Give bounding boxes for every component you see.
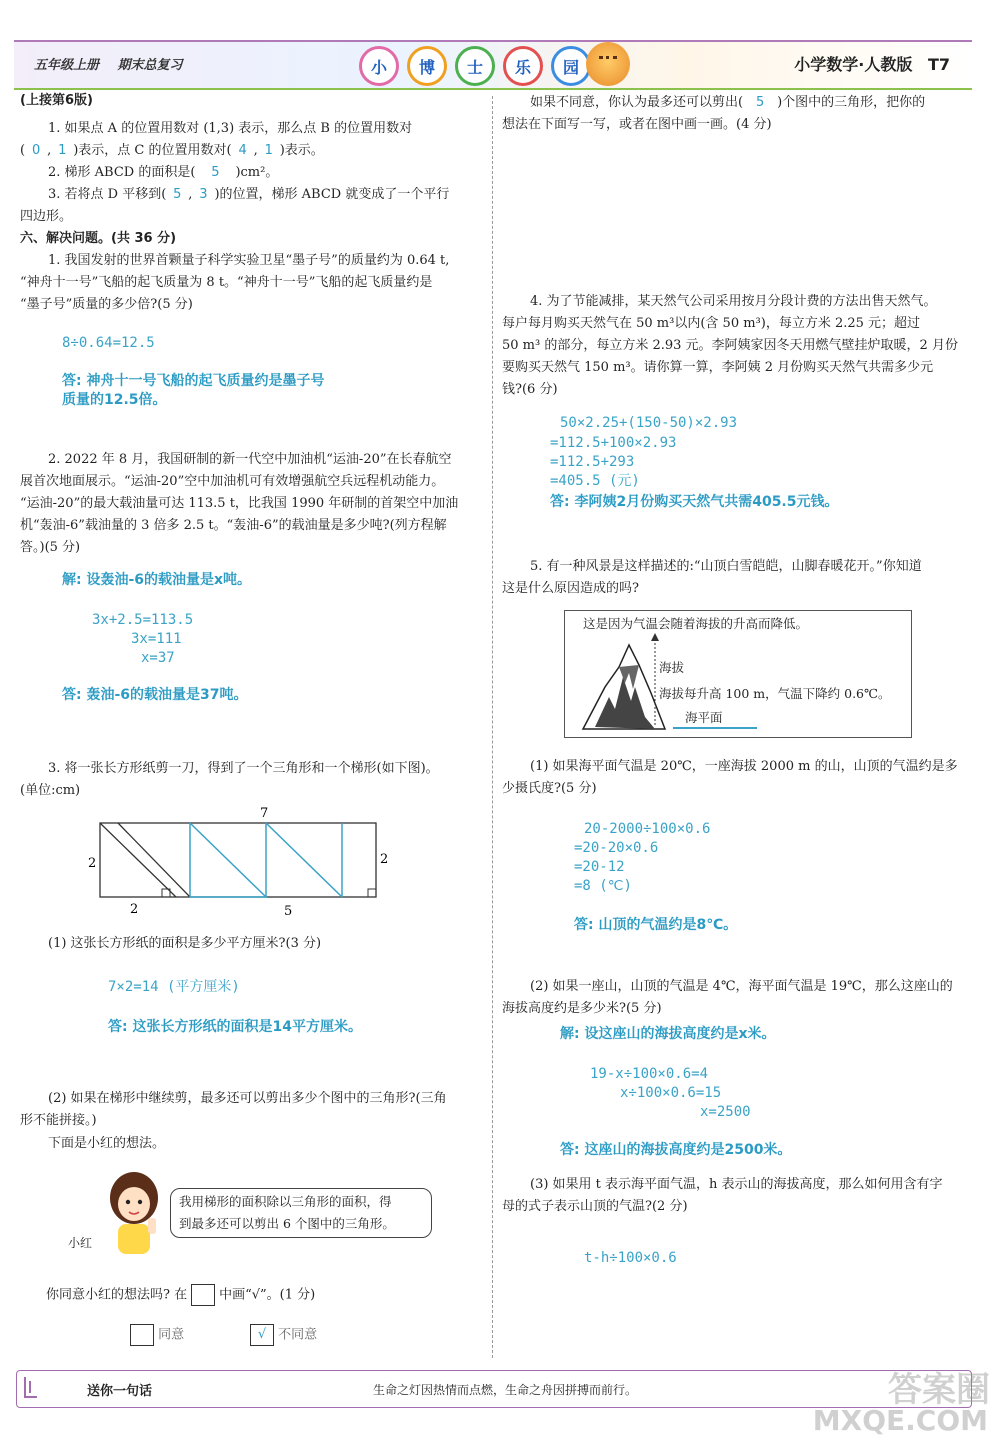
answer-blank: 3 — [199, 187, 208, 202]
watermark-logo: 答案圈 — [888, 1370, 990, 1410]
disagree-checkbox[interactable]: √ — [250, 1324, 274, 1346]
p2-eq: x=37 — [141, 650, 175, 666]
rectangle-cut-figure — [80, 805, 400, 917]
sea-level-line — [673, 727, 757, 729]
bookmark-icon — [21, 1375, 41, 1401]
p5-q1: 少摄氏度?(5 分) — [502, 781, 597, 796]
mtn-sea-label: 海平面 — [685, 710, 723, 725]
column-divider — [492, 96, 493, 1358]
p3-calc: 7×2=14 (平方厘米) — [108, 979, 240, 995]
tiger-mascot-icon — [586, 42, 630, 86]
p2-text: 答。)(5 分) — [20, 540, 81, 555]
agree-checkbox[interactable] — [130, 1324, 154, 1346]
p1-calc: 8÷0.64=12.5 — [62, 335, 155, 351]
p5-q2: 海拔高度约是多少米?(5 分) — [502, 1001, 662, 1016]
q1-line1: 1. 如果点 A 的位置用数对 (1,3) 表示，那么点 B 的位置用数对 — [48, 121, 413, 136]
watermark-url: MXQE.COM — [812, 1404, 988, 1437]
brand-char: 园 — [551, 46, 591, 86]
answer-blank: 4 — [238, 143, 247, 158]
p4-text: 每户每月购买天然气在 50 m³以内(含 50 m³)，每立方米 2.25 元；超过 — [502, 316, 921, 331]
p4-answer: 答: 李阿姨2月份购买天然气共需405.5元钱。 — [550, 494, 839, 510]
p4-calc: =405.5 (元) — [550, 473, 640, 489]
brand-logo — [359, 46, 591, 86]
page-header — [14, 40, 972, 90]
girl-name: 小红 — [68, 1236, 93, 1250]
p2-text: 机“轰油-6”载油量的 3 倍多 2.5 t。“轰油-6”的载油量是多少吨?(列方程解 — [20, 518, 447, 533]
grade-label: 五年级上册 — [34, 58, 100, 73]
p1-answer: 质量的12.5倍。 — [62, 392, 167, 408]
agree-question: 你同意小红的想法吗? 在 中画“√”。(1 分) — [46, 1284, 315, 1307]
agree-label: 同意 — [158, 1327, 185, 1343]
answer-blank: 1 — [264, 143, 273, 158]
p2-text: “运油-20”的最大载油量可达 113.5 t，比我国 1990 年研制的首架空中加油 — [20, 496, 459, 511]
brand-char: 士 — [455, 46, 495, 86]
p5-text: 这是什么原因造成的吗? — [502, 581, 639, 596]
q3-line: 3. 若将点 D 平移到( 5 , 3 )的位置，梯形 ABCD 就变成了一个平行 — [48, 184, 449, 206]
p5-text: 5. 有一种风景是这样描述的:“山顶白雪皑皑，山脚春暖花开。”你知道 — [530, 559, 922, 574]
q3-tail: 四边形。 — [20, 209, 73, 224]
p5-answer: 答: 这座山的海拔高度约是2500米。 — [560, 1142, 792, 1158]
review-label: 期末总复习 — [117, 58, 183, 73]
p1-text: “神舟十一号”飞船的起飞质量为 8 t。“神舟十一号”飞船的起飞质量约是 — [20, 275, 433, 290]
p2-text: 2. 2022 年 8 月，我国研制的新一代空中加油机“运油-20”在长春航空 — [48, 452, 452, 467]
p5-expr: t-h÷100×0.6 — [584, 1250, 677, 1266]
p4-calc: 50×2.25+(150-50)×2.93 — [560, 415, 738, 431]
mtn-altitude-label: 海拔 — [659, 660, 685, 675]
p3-text: 3. 将一张长方形纸剪一刀，得到了一个三角形和一个梯形(如下图)。 — [48, 761, 439, 776]
brand-char: 博 — [407, 46, 447, 86]
p2-text: 展首次地面展示。“运油-20”空中加油机可有效增强航空兵远程机动能力。 — [20, 474, 445, 489]
p4-text: 要购买天然气 150 m³。请你算一算，李阿姨 2 月份购买天然气共需多少元 — [502, 360, 934, 375]
section-title: 六、解决问题。(共 36 分) — [20, 231, 177, 246]
p1-text: “墨子号”质量的多少倍?(5 分) — [20, 297, 193, 312]
p3-q2: 下面是小红的想法。 — [48, 1136, 166, 1151]
footer-label: 送你一句话 — [87, 1384, 153, 1399]
p4-text: 50 m³ 的部分，每立方米 2.93 元。李阿姨家因冬天用燃气壁挂炉取暖，2 月份 — [502, 338, 958, 353]
p5-calc: =20-12 — [574, 859, 625, 875]
p3-q1: (1) 这张长方形纸的面积是多少平方厘米?(3 分) — [48, 936, 322, 951]
speech-line: 到最多还可以剪出 6 个图中的三角形。 — [179, 1216, 395, 1231]
footer-bar — [16, 1370, 972, 1408]
r1-line: 如果不同意，你认为最多还可以剪出( 5 )个图中的三角形，把你的 — [530, 92, 925, 114]
header-right — [794, 52, 950, 75]
q2-line: 2. 梯形 ABCD 的面积是( 5 )cm²。 — [48, 162, 278, 184]
p1-text: 1. 我国发射的世界首颗量子科学实验卫星“墨子号”的质量约为 0.64 t, — [48, 253, 450, 268]
p2-eq: 3x=111 — [131, 631, 182, 647]
p4-calc: =112.5+293 — [550, 454, 635, 470]
p2-let: 解: 设轰油-6的载油量是x吨。 — [62, 572, 252, 588]
p5-eq: 19-x÷100×0.6=4 — [590, 1066, 709, 1082]
p5-let: 解: 设这座山的海拔高度约是x米。 — [560, 1026, 776, 1042]
mountain-figure — [564, 610, 912, 738]
p4-calc: =112.5+100×2.93 — [550, 435, 677, 451]
p5-q1: (1) 如果海平面气温是 20℃，一座海拔 2000 m 的山，山顶的气温约是多 — [530, 759, 958, 774]
p3-q2: 形不能拼接。) — [20, 1113, 97, 1128]
continue-note: (上接第6版) — [20, 93, 93, 108]
q1-line2: ( 0 , 1 )表示，点 C 的位置用数对( 4 , 1 )表示。 — [20, 140, 324, 162]
mtn-rule: 海拔每升高 100 m，气温下降约 0.6℃。 — [659, 686, 891, 701]
altitude-arrow-icon — [645, 633, 665, 729]
p4-text: 钱?(6 分) — [502, 382, 558, 397]
p5-calc: =20-20×0.6 — [574, 840, 659, 856]
answer-blank: 5 — [755, 95, 765, 110]
p5-eq: x÷100×0.6=15 — [620, 1085, 722, 1101]
brand-char: 小 — [359, 46, 399, 86]
mtn-caption: 这是因为气温会随着海拔的升高而降低。 — [583, 616, 809, 631]
brand-char: 乐 — [503, 46, 543, 86]
fig-label-right: 2 — [380, 852, 389, 867]
option-agree[interactable] — [130, 1324, 184, 1347]
answer-blank: 5 — [211, 165, 220, 180]
p5-calc: =8 (℃) — [574, 878, 632, 894]
option-disagree[interactable] — [250, 1324, 317, 1347]
p5-answer: 答: 山顶的气温约是8℃。 — [574, 917, 738, 933]
p5-q3: (3) 如果用 t 表示海平面气温，h 表示山的海拔高度，那么如何用含有字 — [530, 1177, 943, 1192]
answer-blank: 5 — [173, 187, 182, 202]
answer-blank: 0 — [31, 143, 41, 158]
answer-blank: 1 — [58, 143, 67, 158]
page-number: T7 — [927, 55, 950, 74]
subject-label: 小学数学·人教版 — [794, 55, 913, 74]
speech-bubble — [170, 1188, 432, 1238]
p5-q3: 母的式子表示山顶的气温?(2 分) — [502, 1199, 688, 1214]
r1-line2: 想法在下面写一写，或者在图中画一画。(4 分) — [502, 117, 772, 132]
footer-quote: 生命之灯因热情而点燃，生命之舟因拼搏而前行。 — [373, 1383, 638, 1397]
p3-answer: 答: 这张长方形纸的面积是14平方厘米。 — [108, 1019, 362, 1035]
p2-answer: 答: 轰油-6的载油量是37吨。 — [62, 687, 248, 703]
p5-calc: 20-2000÷100×0.6 — [584, 821, 711, 837]
p2-eq: 3x+2.5=113.5 — [92, 612, 194, 628]
header-left — [34, 54, 197, 73]
girl-illustration — [104, 1168, 164, 1256]
p1-answer: 答: 神舟十一号飞船的起飞质量约是墨子号 — [62, 373, 325, 389]
fig-label-top: 7 — [260, 806, 269, 821]
p4-text: 4. 为了节能减排，某天然气公司采用按月分段计费的方法出售天然气。 — [530, 294, 937, 309]
p3-text: (单位:cm) — [20, 783, 81, 798]
speech-line: 我用梯形的面积除以三角形的面积，得 — [179, 1194, 392, 1209]
p5-q2: (2) 如果一座山，山顶的气温是 4℃，海平面气温是 19℃，那么这座山的 — [530, 979, 953, 994]
p5-eq: x=2500 — [700, 1104, 751, 1120]
fig-label-bottom-2: 5 — [284, 904, 293, 917]
example-box — [191, 1284, 215, 1306]
p3-q2: (2) 如果在梯形中继续剪，最多还可以剪出多少个图中的三角形?(三角 — [48, 1091, 447, 1106]
fig-label-left: 2 — [88, 856, 97, 871]
fig-label-bottom-1: 2 — [130, 902, 139, 917]
disagree-label: 不同意 — [278, 1327, 318, 1343]
